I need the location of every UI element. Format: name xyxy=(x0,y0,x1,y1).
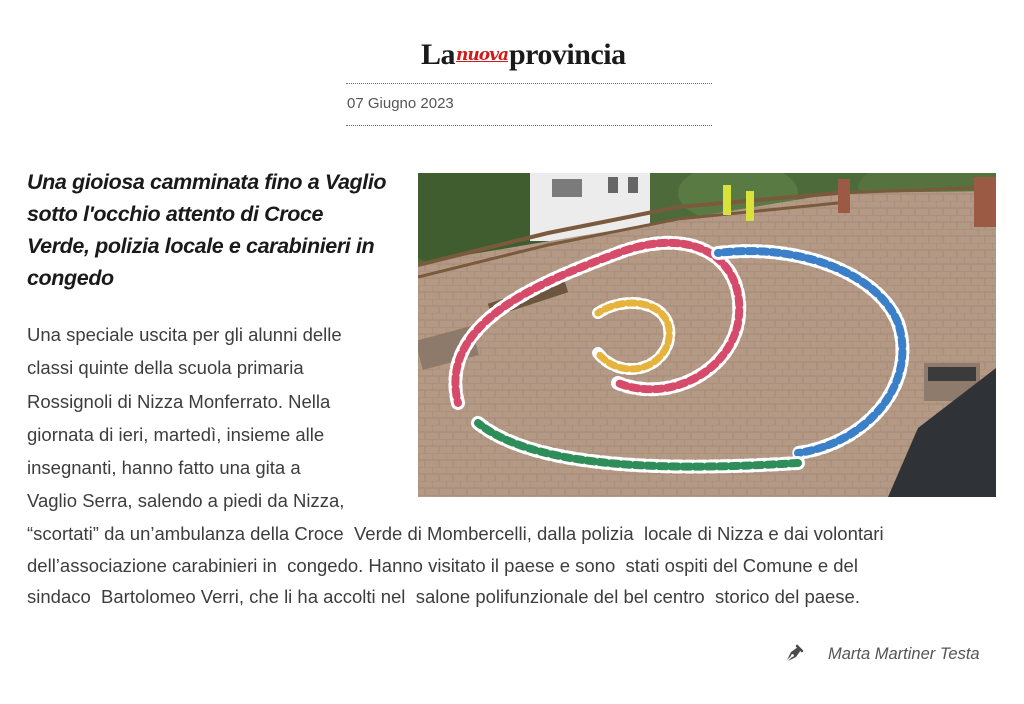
pen-nib-icon xyxy=(782,642,806,666)
body-line: insegnanti, hanno fatto una gita a xyxy=(27,457,301,479)
body-line: Vaglio Serra, salendo a piedi da Nizza, xyxy=(27,490,345,512)
article-headline: Una gioiosa camminata fino a Vaglio sotto l'occhio attento di Croce Verde, polizia locale e carabinieri in congedo xyxy=(27,170,387,290)
schoolchildren-photo-illustration xyxy=(418,173,996,497)
divider-bottom xyxy=(346,125,712,126)
article-photo xyxy=(418,173,996,497)
body-line: giornata di ieri, martedì, insieme alle xyxy=(27,423,325,445)
article-body-continued xyxy=(27,518,987,613)
body-line: dell’associazione carabinieri in congedo. Hanno visitato il paese e sono stati ospiti del Comune e del xyxy=(27,554,858,576)
article-body-column xyxy=(27,318,387,518)
body-line: sindaco Bartolomeo Verri, che li ha accolti nel salone polifunzionale del bel centro storico del paese. xyxy=(27,586,860,607)
logo-prefix: La xyxy=(421,38,456,71)
divider-top xyxy=(346,83,712,84)
adult-figure xyxy=(723,185,731,215)
body-line: Rossignoli di Nizza Monferrato. Nella xyxy=(27,390,331,412)
newspaper-logo[interactable] xyxy=(421,38,626,72)
author-name[interactable]: Marta Martiner Testa xyxy=(828,644,980,663)
body-line: classi quinte della scuola primaria xyxy=(27,357,304,379)
logo-script: nuova xyxy=(456,45,508,65)
author-byline xyxy=(782,640,980,668)
masthead xyxy=(346,30,712,130)
publication-date: 07 Giugno 2023 xyxy=(347,95,454,112)
body-line: “scortati” da un’ambulanza della Croce Verde di Mombercelli, dalla polizia locale di Nizza e dai volontari xyxy=(27,523,884,544)
body-line: Una speciale uscita per gli alunni delle xyxy=(27,324,342,345)
logo-suffix: provincia xyxy=(508,38,626,71)
